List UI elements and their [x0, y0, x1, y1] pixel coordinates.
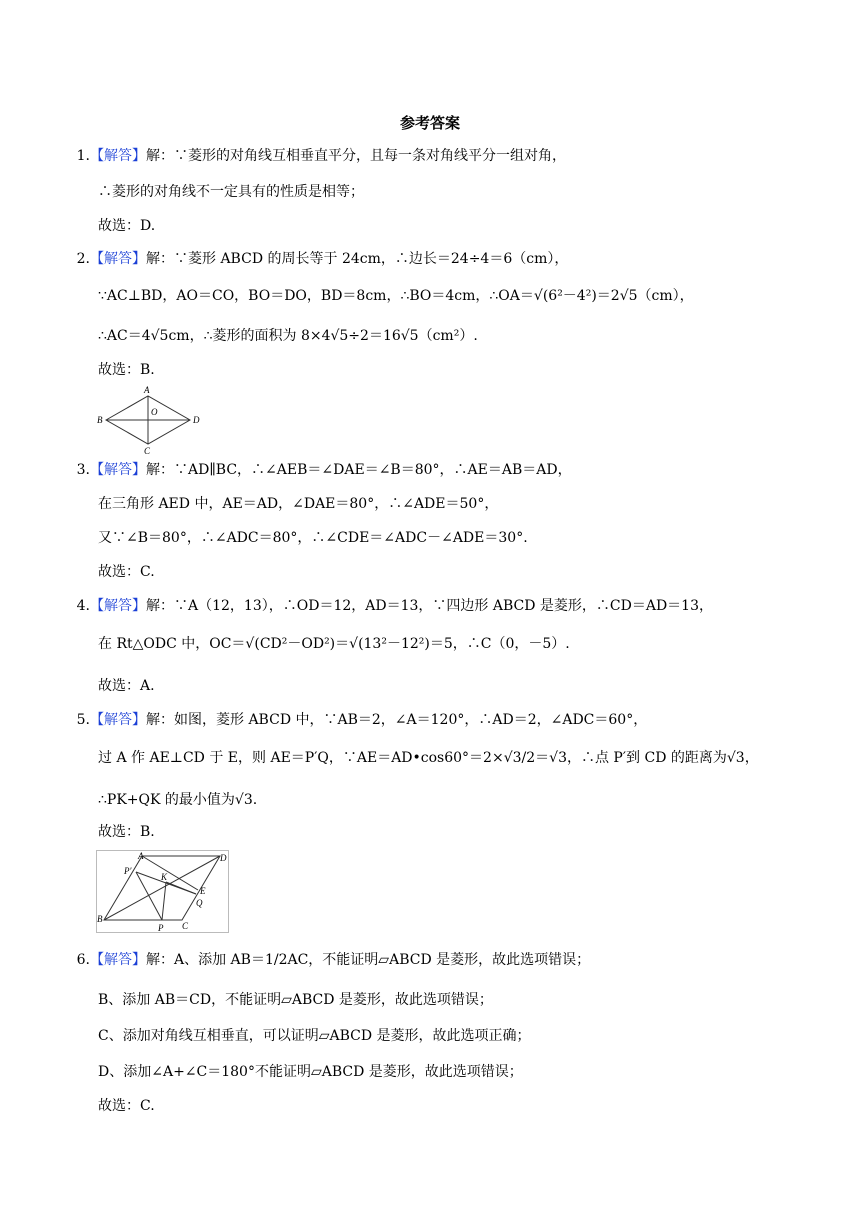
answer-number: 1. — [76, 148, 90, 164]
label-c: C — [182, 921, 189, 931]
answer-tag: 【解答】 — [90, 148, 146, 164]
answer-number: 2. — [76, 251, 90, 267]
answer-5-line-1 — [72, 710, 647, 730]
label-k: K — [161, 872, 168, 882]
label-a: A — [138, 851, 144, 861]
answer-text: 解：∵A（12，13），∴OD＝12，AD＝13，∵四边形 ABCD 是菱形，∴CD＝AD＝13， — [146, 598, 713, 614]
answer-tag: 【解答】 — [90, 598, 146, 614]
answer-2-line-1 — [72, 249, 568, 269]
label-c: C — [144, 446, 151, 456]
answer-6-line-2: B、添加 AB＝CD，不能证明▱ABCD 是菱形，故此选项错误； — [98, 992, 493, 1008]
label-p: P — [158, 923, 164, 933]
answer-4-line-3: 故选：A. — [98, 678, 155, 694]
answer-number: 3. — [76, 462, 90, 478]
answer-5-line-4: 故选：B. — [98, 824, 155, 840]
answer-2-line-4: 故选：B. — [98, 362, 155, 378]
answer-number: 6. — [76, 952, 90, 968]
answer-1-line-2: ∴菱形的对角线不一定具有的性质是相等； — [98, 184, 364, 200]
answer-5-line-3: ∴PK+QK 的最小值为√3. — [98, 792, 258, 808]
answer-6-line-4: D、添加∠A+∠C＝180°不能证明▱ABCD 是菱形，故此选项错误； — [98, 1064, 523, 1080]
answer-text: 解：A、添加 AB＝1/2AC，不能证明▱ABCD 是菱形，故此选项错误； — [146, 952, 591, 968]
answer-text: 解：∵菱形的对角线互相垂直平分，且每一条对角线平分一组对角， — [146, 148, 566, 164]
answer-2-line-2: ∵AC⊥BD，AO＝CO，BO＝DO，BD＝8cm，∴BO＝4cm，∴OA＝√(6²－4²)＝2√5（cm）， — [98, 288, 694, 304]
rhombus-figure-2 — [96, 850, 230, 934]
answer-tag: 【解答】 — [90, 251, 146, 267]
answer-6-line-1 — [72, 950, 590, 970]
answer-2-line-3: ∴AC＝4√5cm，∴菱形的面积为 8×4√5÷2＝16√5（cm²）. — [98, 328, 478, 344]
answer-tag: 【解答】 — [90, 712, 146, 728]
answer-6-line-5: 故选：C. — [98, 1098, 155, 1114]
segment-p-prime-p — [136, 872, 162, 920]
label-d: D — [220, 853, 227, 863]
answer-tag: 【解答】 — [90, 952, 146, 968]
answer-3-line-1 — [72, 460, 572, 480]
answer-4-line-1 — [72, 596, 713, 616]
answer-1-line-3: 故选：D. — [98, 218, 156, 234]
label-b: B — [97, 415, 103, 425]
label-b: B — [97, 914, 103, 924]
answer-text: 解：∵AD∥BC，∴∠AEB＝∠DAE＝∠B＝80°，∴AE＝AB＝AD， — [146, 462, 572, 478]
answer-text: 解：如图，菱形 ABCD 中，∵AB＝2，∠A＝120°，∴AD＝2，∠ADC＝60°， — [146, 712, 648, 728]
label-a: A — [144, 385, 150, 395]
answer-number: 5. — [76, 712, 90, 728]
answer-4-line-2: 在 Rt△ODC 中，OC＝√(CD²－OD²)＝√(13²－12²)＝5，∴C（0，－5）. — [98, 636, 570, 652]
segment-kq — [166, 882, 196, 894]
answer-text: 解：∵菱形 ABCD 的周长等于 24cm，∴边长＝24÷4＝6（cm）， — [146, 251, 569, 267]
answer-3-line-4: 故选：C. — [98, 564, 155, 580]
label-p-prime: P′ — [124, 866, 132, 876]
label-q: Q — [196, 898, 203, 908]
label-o: O — [151, 407, 158, 417]
label-d: D — [193, 415, 200, 425]
label-e: E — [200, 886, 206, 896]
answer-3-line-3: 又∵∠B＝80°，∴∠ADC＝80°，∴∠CDE＝∠ADC－∠ADE＝30°. — [98, 530, 528, 546]
answer-1-line-1 — [72, 146, 566, 166]
answer-5-line-2: 过 A 作 AE⊥CD 于 E，则 AE＝P′Q，∵AE＝AD•cos60°＝2×√3/2＝√3，∴点 P′到 CD 的距离为√3， — [98, 750, 759, 766]
rhombus-figure-1 — [96, 384, 208, 456]
page-title: 参考答案 — [399, 114, 460, 132]
answer-tag: 【解答】 — [90, 462, 146, 478]
answer-number: 4. — [76, 598, 90, 614]
answer-3-line-2: 在三角形 AED 中，AE＝AD，∠DAE＝80°，∴∠ADE＝50°， — [98, 496, 499, 512]
answer-6-line-3: C、添加对角线互相垂直，可以证明▱ABCD 是菱形，故此选项正确； — [98, 1028, 531, 1044]
